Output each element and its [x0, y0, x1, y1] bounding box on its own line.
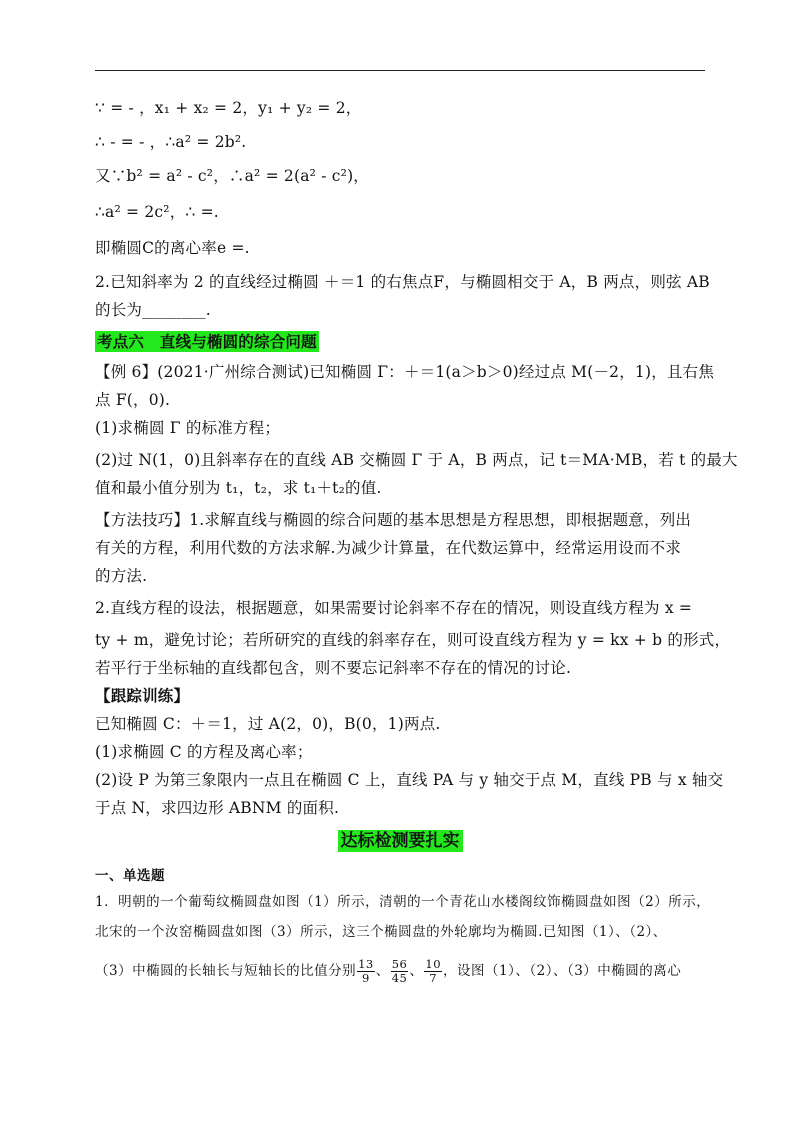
- fraction-numerator: 13: [358, 957, 374, 971]
- fraction-denominator: 45: [391, 971, 408, 985]
- text-line: (1)求椭圆 Γ 的标准方程；: [95, 419, 281, 437]
- fraction-numerator: 56: [391, 957, 408, 971]
- text-line: ∴a² = 2c²，∴ =.: [95, 203, 219, 221]
- fraction: [424, 958, 442, 985]
- text-line: (1)求椭圆 C 的方程及离心率；: [95, 743, 313, 761]
- text-line: 又∵b² = a² - c²，∴a² = 2(a² - c²)，: [95, 167, 370, 185]
- text-line: 【方法技巧】1.求解直线与椭圆的综合问题的基本思想是方程思想，即根据题意，列出: [95, 511, 692, 529]
- text-line: 值和最小值分别为 t₁，t₂，求 t₁＋t₂的值.: [95, 479, 382, 497]
- section-title-label: 达标检测要扎实: [338, 830, 463, 852]
- section-title: [0, 826, 800, 851]
- text-line: ∵ = - ，x₁ + x₂ = 2，y₁ + y₂ = 2，: [95, 99, 362, 117]
- text-line: 有关的方程，利用代数的方法求解.为减少计算量，在代数运算中，经常运用设而不求: [95, 539, 682, 557]
- question-line: 1．明朝的一个葡萄纹椭圆盘如图（1）所示，清朝的一个青花山水楼阁纹饰椭圆盘如图（2）所示，: [95, 894, 711, 910]
- text-line: 【例 6】(2021·广州综合测试)已知椭圆 Γ：＋＝1(a＞b＞0)经过点 M(－2，1)，且右焦: [95, 363, 715, 381]
- question-text: ，设图（1）、（2）、（3）中椭圆的离心: [443, 963, 682, 979]
- text-line: 2.已知斜率为 2 的直线经过椭圆 ＋＝1 的右焦点F，与椭圆相交于 A，B 两点，则弦 AB: [95, 273, 710, 291]
- text-line: (2)过 N(1，0)且斜率存在的直线 AB 交椭圆 Γ 于 A，B 两点，记 t＝MA·MB，若 t 的最大: [95, 451, 738, 469]
- question-line: 北宋的一个汝窑椭圆盘如图（3）所示，这三个椭圆盘的外轮廓均为椭圆.已知图（1）、（2）、: [95, 924, 667, 940]
- header-rule: [95, 70, 705, 71]
- text-line: ty + m，避免讨论；若所研究的直线的斜率存在，则可设直线方程为 y = kx + b 的形式，: [95, 631, 731, 649]
- text-line: 的长为________.: [95, 301, 211, 319]
- question-line: [95, 958, 681, 985]
- text-line: 于点 N，求四边形 ABNM 的面积.: [95, 799, 340, 817]
- fraction-numerator: 10: [425, 957, 442, 971]
- section-heading: [95, 330, 319, 354]
- text-line: 2.直线方程的设法，根据题意，如果需要讨论斜率不存在的情况，则设直线方程为 x =: [95, 599, 693, 617]
- text-line: (2)设 P 为第三象限内一点且在椭圆 C 上，直线 PA 与 y 轴交于点 M，直线 PB 与 x 轴交: [95, 771, 724, 789]
- text-line: 【跟踪训练】: [95, 686, 190, 705]
- text-line: ∴ - = - ，∴a² = 2b².: [95, 133, 247, 151]
- fraction-denominator: 9: [362, 971, 370, 985]
- section-heading-label: 考点六 直线与椭圆的综合问题: [97, 332, 317, 351]
- fraction-denominator: 7: [429, 971, 438, 985]
- question-text: （3）中椭圆的长轴长与短轴长的比值分别: [95, 963, 357, 979]
- subsection-heading: 一、单选题: [95, 868, 165, 884]
- text-line: 点 F(，0).: [95, 391, 171, 409]
- fraction: [357, 958, 375, 985]
- fraction: [391, 958, 409, 985]
- separator: 、: [375, 963, 390, 979]
- text-line: 的方法.: [95, 567, 148, 585]
- text-line: 即椭圆C的离心率e =.: [95, 239, 250, 257]
- text-line: 已知椭圆 C：＋＝1，过 A(2，0)，B(0，1)两点.: [95, 715, 441, 733]
- separator: 、: [409, 963, 424, 979]
- text-line: 若平行于坐标轴的直线都包含，则不要忘记斜率不存在的情况的讨论.: [95, 659, 572, 677]
